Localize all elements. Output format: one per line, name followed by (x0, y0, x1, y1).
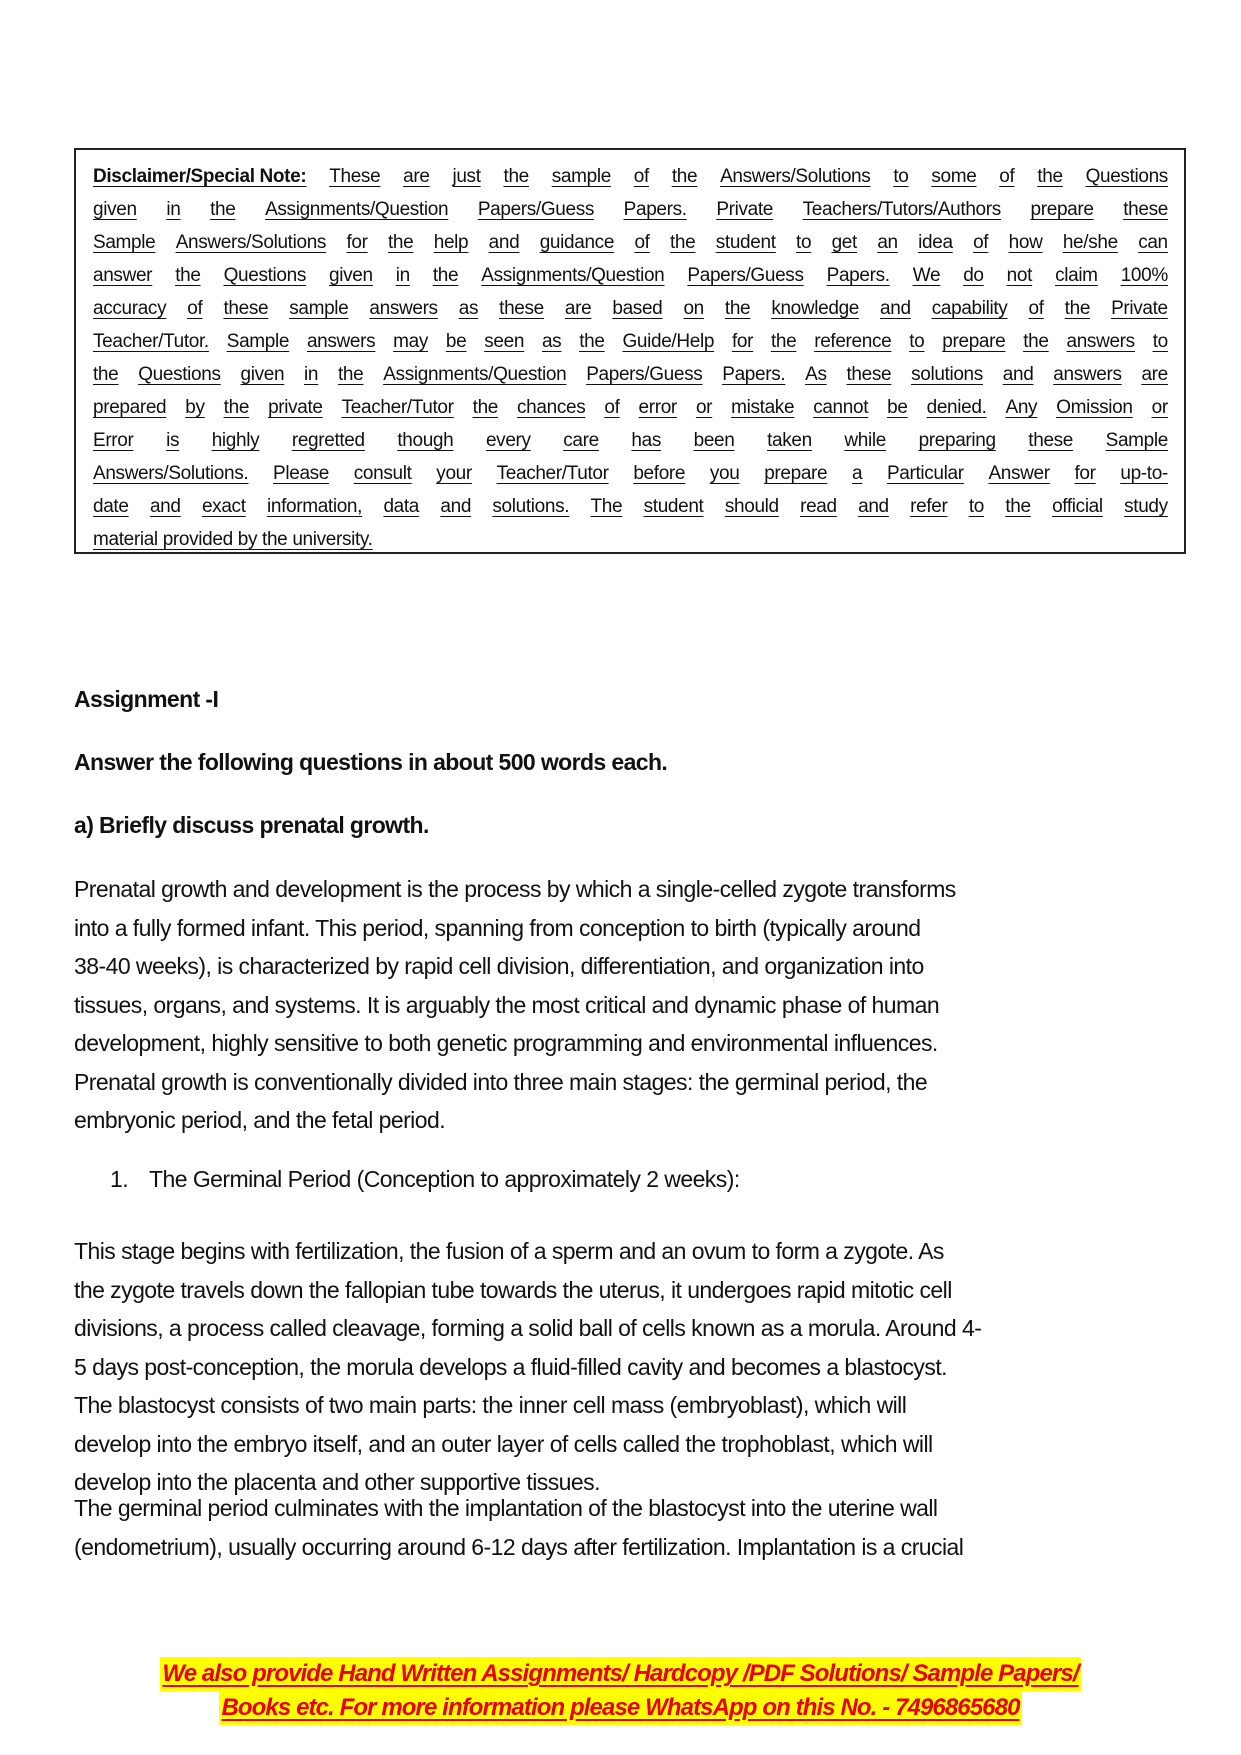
disclaimer-line: Teacher/Tutor. Sample answers may be seen as the Guide/Help for the reference to prepare the answers to (93, 331, 1168, 352)
footer-line-1: We also provide Hand Written Assignments/ Hardcopy /PDF Solutions/ Sample Papers/ (160, 1657, 1080, 1691)
paragraph-line: develop into the placenta and other supportive tissues. (74, 1469, 600, 1495)
paragraph-line: 38-40 weeks), is characterized by rapid cell division, differentiation, and organization into (74, 953, 924, 979)
paragraph-line: divisions, a process called cleavage, forming a solid ball of cells known as a morula. Around 4- (74, 1315, 982, 1341)
paragraph-line: embryonic period, and the fetal period. (74, 1107, 446, 1133)
disclaimer-line: accuracy of these sample answers as these are based on the knowledge and capability of the Private (93, 298, 1168, 319)
paragraph-line: This stage begins with fertilization, the fusion of a sperm and an ovum to form a zygote. As (74, 1238, 944, 1264)
paragraph-line: (endometrium), usually occurring around 6-12 days after fertilization. Implantation is a crucial (74, 1533, 964, 1560)
paragraph-line: The germinal period culminates with the implantation of the blastocyst into the uterine wall (74, 1495, 938, 1521)
disclaimer-line: answer the Questions given in the Assignments/Question Papers/Guess Papers. We do not claim 100% (93, 265, 1168, 286)
disclaimer-line: Disclaimer/Special Note: These are just the sample of the Answers/Solutions to some of the Questions (93, 166, 1168, 187)
disclaimer-line: given in the Assignments/Question Papers/Guess Papers. Private Teachers/Tutors/Authors prepare these (93, 199, 1168, 220)
disclaimer-line: Sample Answers/Solutions for the help and guidance of the student to get an idea of how he/she can (93, 232, 1168, 253)
footer-line-2: Books etc. For more information please WhatsApp on this No. - 7496865680 (219, 1691, 1021, 1725)
disclaimer-line: prepared by the private Teacher/Tutor the chances of error or mistake cannot be denied. Any Omission or (93, 397, 1168, 418)
disclaimer-line: Error is highly regretted though every care has been taken while preparing these Sample (93, 430, 1168, 451)
paragraph-line: development, highly sensitive to both genetic programming and environmental influences. (74, 1030, 938, 1056)
paragraph-line: Prenatal growth and development is the process by which a single-celled zygote transforms (74, 876, 956, 902)
paragraph-line: develop into the embryo itself, and an outer layer of cells called the trophoblast, which will (74, 1430, 933, 1457)
question-heading: a) Briefly discuss prenatal growth. (74, 812, 429, 838)
list-number: 1. (110, 1166, 129, 1192)
paragraph-line: 5 days post-conception, the morula develops a fluid-filled cavity and becomes a blastocyst. (74, 1353, 948, 1380)
instruction-heading: Answer the following questions in about 500 words each. (74, 749, 668, 775)
disclaimer-box (74, 148, 1186, 554)
disclaimer-line: date and exact information, data and solutions. The student should read and refer to the official study (93, 496, 1168, 517)
paragraph-line: the zygote travels down the fallopian tube towards the uterus, it undergoes rapid mitotic cell (74, 1276, 952, 1303)
assignment-title: Assignment -I (74, 686, 219, 712)
list-text: The Germinal Period (Conception to approximately 2 weeks): (149, 1166, 740, 1192)
paragraph-line: Prenatal growth is conventionally divided into three main stages: the germinal period, the (74, 1068, 928, 1095)
paragraph-implantation (74, 1489, 1174, 1566)
paragraph-line: The blastocyst consists of two main parts: the inner cell mass (embryoblast), which will (74, 1392, 907, 1418)
paragraph-line: into a fully formed infant. This period, spanning from conception to birth (typically around (74, 914, 921, 941)
paragraph-line: tissues, organs, and systems. It is arguably the most critical and dynamic phase of human (74, 991, 940, 1018)
disclaimer-line: the Questions given in the Assignments/Question Papers/Guess Papers. As these solutions and answers are (93, 364, 1168, 385)
list-item-germinal-period (110, 1166, 740, 1193)
disclaimer-label: Disclaimer/Special Note: (93, 166, 307, 187)
paragraph-germinal (74, 1232, 1174, 1502)
disclaimer-line: Answers/Solutions. Please consult your Teacher/Tutor before you prepare a Particular Answer for up-to- (93, 463, 1168, 484)
disclaimer-line: material provided by the university. (93, 529, 373, 550)
paragraph-intro (74, 870, 1174, 1140)
footer-advert (0, 1657, 1241, 1725)
